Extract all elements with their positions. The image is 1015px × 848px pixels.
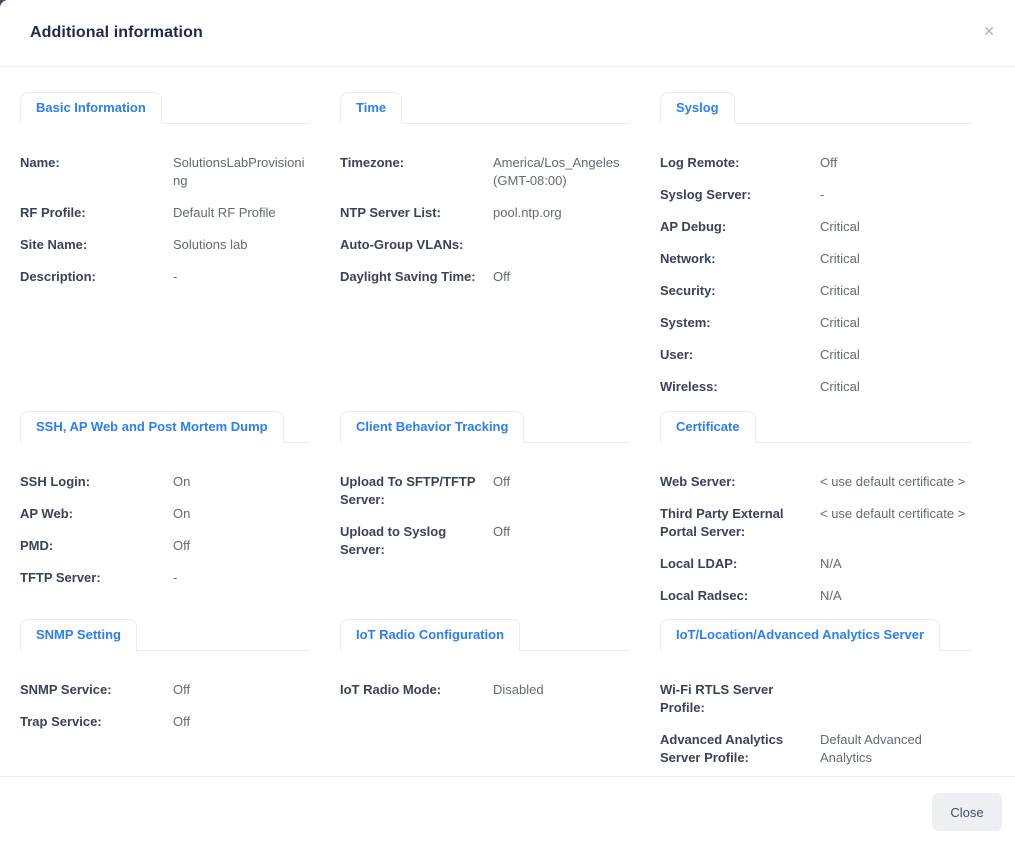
field-value: Critical <box>820 251 860 266</box>
field-value: N/A <box>820 588 842 603</box>
field-row <box>20 236 310 254</box>
field-value: Off <box>820 155 838 170</box>
section-fields <box>340 681 630 699</box>
section-iot-location-advanced-analytics-server <box>660 619 972 776</box>
field-label: IoT Radio Mode: <box>340 682 442 697</box>
section-tab-certificate: Certificate <box>660 411 756 443</box>
section-tab-basic-information: Basic Information <box>20 92 162 124</box>
section-tab-iot-location-advanced-analytics-server: IoT/Location/Advanced Analytics Server <box>660 619 940 651</box>
field-label: Trap Service: <box>20 714 102 729</box>
sections-row-1 <box>20 92 995 411</box>
field-label: AP Debug: <box>660 219 727 234</box>
field-row <box>340 154 630 190</box>
field-label: Web Server: <box>660 474 736 489</box>
field-row <box>20 713 310 731</box>
field-label: System: <box>660 315 711 330</box>
field-label: Third Party External Portal Server: <box>660 506 784 539</box>
field-label: SNMP Service: <box>20 682 112 697</box>
field-row <box>340 523 630 559</box>
modal-footer <box>0 776 1015 848</box>
field-row <box>660 250 972 268</box>
section-tab-row <box>660 92 972 124</box>
field-row <box>20 537 310 555</box>
field-row <box>340 473 630 509</box>
section-tab-time: Time <box>340 92 402 124</box>
field-label: Timezone: <box>340 155 405 170</box>
field-label: Advanced Analytics Server Profile: <box>660 732 784 765</box>
field-row <box>20 204 310 222</box>
field-row <box>340 236 630 254</box>
field-label: RF Profile: <box>20 205 86 220</box>
modal-title: Additional information <box>30 24 203 41</box>
field-label: AP Web: <box>20 506 73 521</box>
field-value: SolutionsLabProvisioning <box>173 155 305 188</box>
field-label: Site Name: <box>20 237 88 252</box>
field-value: Critical <box>820 347 860 362</box>
field-row <box>340 681 630 699</box>
sections-row-3 <box>20 619 995 776</box>
field-label: Local Radsec: <box>660 588 749 603</box>
field-row <box>20 569 310 587</box>
field-row <box>20 505 310 523</box>
field-row <box>340 268 630 286</box>
field-row <box>660 282 972 300</box>
section-tab-row <box>340 619 630 651</box>
field-value: Off <box>493 269 511 284</box>
section-ssh-ap-web-pmd <box>20 411 310 601</box>
field-label: Upload To SFTP/TFTP Server: <box>340 474 476 507</box>
field-row <box>20 473 310 491</box>
field-row <box>20 154 310 190</box>
section-syslog <box>660 92 972 410</box>
field-row <box>660 473 972 491</box>
field-value: On <box>173 474 191 489</box>
field-label: Description: <box>20 269 96 284</box>
field-label: Network: <box>660 251 716 266</box>
field-value: On <box>173 506 191 521</box>
field-label: Name: <box>20 155 60 170</box>
field-label: Upload to Syslog Server: <box>340 524 447 557</box>
field-value: < use default certificate > <box>820 474 966 489</box>
section-tab-iot-radio-configuration: IoT Radio Configuration <box>340 619 520 651</box>
section-fields <box>340 473 630 559</box>
field-label: Local LDAP: <box>660 556 738 571</box>
field-value: Critical <box>820 283 860 298</box>
field-row <box>20 268 310 286</box>
field-label: Wi-Fi RTLS Server Profile: <box>660 682 774 715</box>
close-button[interactable]: Close <box>932 793 1002 831</box>
modal-content <box>0 67 1015 776</box>
field-value: Critical <box>820 219 860 234</box>
close-icon[interactable]: ✕ <box>983 23 995 39</box>
field-value: Solutions lab <box>173 237 248 252</box>
field-label: Auto-Group VLANs: <box>340 237 464 252</box>
field-row <box>660 314 972 332</box>
section-tab-row <box>20 411 310 443</box>
field-label: Syslog Server: <box>660 187 752 202</box>
section-tab-row <box>660 619 972 651</box>
section-fields <box>660 154 972 396</box>
field-row <box>20 681 310 699</box>
field-row <box>660 346 972 364</box>
section-basic-information <box>20 92 310 300</box>
section-tab-row <box>20 619 310 651</box>
field-row <box>660 587 972 605</box>
field-value: - <box>173 269 178 284</box>
section-tab-row <box>660 411 972 443</box>
section-certificate <box>660 411 972 619</box>
field-row <box>340 204 630 222</box>
modal-header <box>0 0 1015 67</box>
field-value: Off <box>493 524 511 539</box>
field-label: Security: <box>660 283 716 298</box>
section-fields <box>660 473 972 605</box>
section-fields <box>20 681 310 731</box>
section-tab-snmp-setting: SNMP Setting <box>20 619 137 651</box>
section-fields <box>20 154 310 286</box>
section-snmp-setting <box>20 619 310 745</box>
section-tab-row <box>340 411 630 443</box>
section-time <box>340 92 630 300</box>
field-row <box>660 731 972 767</box>
field-value: Critical <box>820 379 860 394</box>
sections-row-2 <box>20 411 995 619</box>
field-row <box>660 555 972 573</box>
field-label: Daylight Saving Time: <box>340 269 476 284</box>
field-label: SSH Login: <box>20 474 91 489</box>
field-row <box>660 681 972 717</box>
section-fields <box>20 473 310 587</box>
section-tab-ssh-ap-web-pmd: SSH, AP Web and Post Mortem Dump <box>20 411 284 443</box>
field-value: Off <box>173 682 191 697</box>
field-label: NTP Server List: <box>340 205 441 220</box>
field-value: pool.ntp.org <box>493 205 562 220</box>
field-value: Default Advanced Analytics <box>820 732 922 765</box>
field-label: User: <box>660 347 694 362</box>
field-row <box>660 378 972 396</box>
field-value: America/Los_Angeles (GMT-08:00) <box>493 155 620 188</box>
field-row <box>660 154 972 172</box>
section-client-behavior-tracking <box>340 411 630 573</box>
field-row <box>660 505 972 541</box>
section-fields <box>340 154 630 286</box>
section-iot-radio-configuration <box>340 619 630 713</box>
field-value: Critical <box>820 315 860 330</box>
field-value: Off <box>493 474 511 489</box>
field-label: TFTP Server: <box>20 570 101 585</box>
section-tab-row <box>20 92 310 124</box>
field-label: Log Remote: <box>660 155 740 170</box>
field-value <box>493 236 630 254</box>
field-value: Default RF Profile <box>173 205 276 220</box>
section-tab-client-behavior-tracking: Client Behavior Tracking <box>340 411 524 443</box>
field-row <box>660 186 972 204</box>
section-fields <box>660 681 972 767</box>
field-value: < use default certificate > <box>820 506 966 521</box>
field-label: PMD: <box>20 538 54 553</box>
field-label: Wireless: <box>660 379 718 394</box>
field-value: Disabled <box>493 682 544 697</box>
field-value: Off <box>173 714 191 729</box>
field-value: N/A <box>820 556 842 571</box>
section-tab-row <box>340 92 630 124</box>
field-value <box>820 681 972 717</box>
field-row <box>660 218 972 236</box>
field-value: - <box>820 187 825 202</box>
section-tab-syslog: Syslog <box>660 92 735 124</box>
field-value: - <box>173 570 178 585</box>
field-value: Off <box>173 538 191 553</box>
